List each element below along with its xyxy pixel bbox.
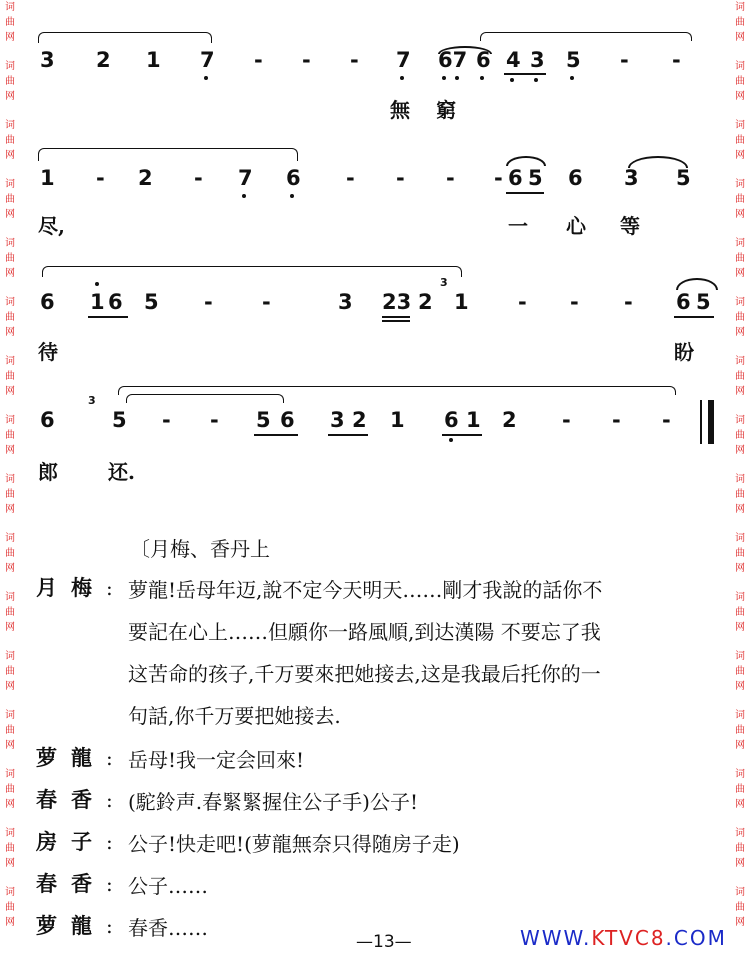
watermark-char: 曲 xyxy=(5,253,15,264)
watermark-glyph-group xyxy=(5,590,15,635)
watermark-char: 曲 xyxy=(735,489,745,500)
watermark-glyph-group xyxy=(5,0,15,45)
note: 2 xyxy=(138,166,153,190)
site-brand: KTVC8 xyxy=(591,926,666,950)
note: 7 xyxy=(238,166,253,190)
site-logo xyxy=(520,926,727,950)
watermark-char: 词 xyxy=(5,415,15,426)
watermark-char: 网 xyxy=(5,858,15,869)
note: 6 xyxy=(444,408,459,432)
phrase-slur xyxy=(42,266,462,277)
watermark-char: 网 xyxy=(735,327,745,338)
lyric: 郎 xyxy=(38,460,58,484)
watermark-char: 网 xyxy=(5,327,15,338)
watermark-char: 曲 xyxy=(5,371,15,382)
note: - xyxy=(446,166,455,190)
note: - xyxy=(570,290,579,314)
page-number: —13— xyxy=(356,932,412,952)
watermark-char: 词 xyxy=(735,651,745,662)
note: 6 xyxy=(568,166,583,190)
lyric: 窮 xyxy=(436,98,456,122)
watermark-glyph-group xyxy=(5,472,15,517)
watermark-char: 网 xyxy=(5,268,15,279)
dialogue-line: 岳母!我一定会回來! xyxy=(128,748,305,772)
watermark-char: 词 xyxy=(5,238,15,249)
watermark-char: 网 xyxy=(5,681,15,692)
watermark-glyph-group xyxy=(5,59,15,104)
note: 6 xyxy=(508,166,523,190)
watermark-char: 曲 xyxy=(5,607,15,618)
watermark-glyph-group xyxy=(5,177,15,222)
low-octave-dot xyxy=(570,76,574,80)
note: 5 xyxy=(566,48,581,72)
watermark-char: 网 xyxy=(735,799,745,810)
note: - xyxy=(624,290,633,314)
watermark-char: 曲 xyxy=(5,135,15,146)
dialogue-line: 公子…… xyxy=(128,874,208,898)
note: 1 xyxy=(146,48,161,72)
watermark-char: 词 xyxy=(735,179,745,190)
note: 3 xyxy=(40,48,55,72)
note: 6 xyxy=(40,290,55,314)
watermark-char: 词 xyxy=(5,533,15,544)
watermark-char: 曲 xyxy=(735,666,745,677)
watermark-char: 曲 xyxy=(5,194,15,205)
low-octave-dot xyxy=(442,76,446,80)
watermark-char: 曲 xyxy=(5,784,15,795)
watermark-char: 词 xyxy=(5,61,15,72)
watermark-char: 网 xyxy=(735,445,745,456)
dialogue-line: 这苦命的孩子,千万要來把她接去,这是我最后托你的一 xyxy=(128,662,601,686)
watermark-char: 网 xyxy=(5,622,15,633)
watermark-glyph-group xyxy=(735,767,745,812)
speaker-colon: : xyxy=(106,746,113,770)
grace-note: 3 xyxy=(440,276,448,289)
note: - xyxy=(262,290,271,314)
dialogue-line: 要記在心上……但願你一路風順,到达漢陽 不要忘了我 xyxy=(128,620,601,644)
note: 7 xyxy=(200,48,215,72)
phrase-slur xyxy=(38,32,212,43)
stage-direction: 〔月梅、香丹上 xyxy=(130,537,270,561)
note: - xyxy=(210,408,219,432)
note: 6 xyxy=(476,48,491,72)
watermark-glyph-group xyxy=(5,826,15,871)
watermark-glyph-group xyxy=(5,708,15,753)
lyric: 盼 xyxy=(674,340,694,364)
lyric: 一 xyxy=(508,214,528,238)
watermark-char: 曲 xyxy=(735,135,745,146)
watermark-char: 网 xyxy=(735,386,745,397)
watermark-char: 网 xyxy=(735,150,745,161)
speaker-name: 春香 xyxy=(36,787,106,812)
note: 2 xyxy=(352,408,367,432)
watermark-char: 词 xyxy=(735,120,745,131)
watermark-glyph-group xyxy=(735,531,745,576)
phrase-slur xyxy=(38,148,298,161)
watermark-char: 网 xyxy=(735,91,745,102)
watermark-glyph-group xyxy=(5,767,15,812)
watermark-char: 词 xyxy=(5,2,15,13)
note: 2 xyxy=(418,290,433,314)
note: 3 xyxy=(338,290,353,314)
dialogue-line: 公子!快走吧!(萝龍無奈只得随房子走) xyxy=(128,832,460,856)
note-underline xyxy=(382,316,410,318)
watermark-char: 网 xyxy=(735,268,745,279)
watermark-glyph-group xyxy=(735,118,745,163)
watermark-char: 词 xyxy=(735,61,745,72)
watermark-char: 词 xyxy=(735,238,745,249)
low-octave-dot xyxy=(242,194,246,198)
watermark-char: 曲 xyxy=(735,902,745,913)
note: 2 xyxy=(502,408,517,432)
watermark-char: 词 xyxy=(5,474,15,485)
note: 1 xyxy=(454,290,469,314)
watermark-char: 曲 xyxy=(735,725,745,736)
watermark-char: 词 xyxy=(5,710,15,721)
watermark-glyph-group xyxy=(5,413,15,458)
speaker-colon: : xyxy=(106,576,113,600)
note: 5 xyxy=(256,408,271,432)
speaker-colon: : xyxy=(106,914,113,938)
watermark-char: 曲 xyxy=(5,843,15,854)
watermark-char: 网 xyxy=(5,91,15,102)
low-octave-dot xyxy=(480,76,484,80)
low-octave-dot xyxy=(510,78,514,82)
speaker-colon: : xyxy=(106,872,113,896)
grace-note: 3 xyxy=(88,394,96,407)
lyric: 还. xyxy=(108,460,135,484)
watermark-char: 网 xyxy=(735,32,745,43)
low-octave-dot xyxy=(455,76,459,80)
watermark-char: 曲 xyxy=(5,17,15,28)
dialogue-line: (駝鈴声.春緊緊握住公子手)公子! xyxy=(128,790,418,814)
note: 6 xyxy=(108,290,123,314)
watermark-char: 曲 xyxy=(5,548,15,559)
high-octave-dot xyxy=(95,282,99,286)
watermark-glyph-group xyxy=(735,0,745,45)
watermark-char: 网 xyxy=(5,504,15,515)
watermark-glyph-group xyxy=(735,708,745,753)
note: - xyxy=(518,290,527,314)
watermark-left xyxy=(2,0,18,973)
note: 5 xyxy=(696,290,711,314)
watermark-char: 曲 xyxy=(735,843,745,854)
final-barline-thick xyxy=(708,400,714,444)
watermark-glyph-group xyxy=(735,236,745,281)
note: - xyxy=(96,166,105,190)
watermark-char: 词 xyxy=(5,651,15,662)
watermark-char: 词 xyxy=(5,769,15,780)
watermark-char: 词 xyxy=(735,592,745,603)
speaker-colon: : xyxy=(106,830,113,854)
lyric: 心 xyxy=(566,214,586,238)
watermark-char: 网 xyxy=(5,740,15,751)
dialogue-line: 春香…… xyxy=(128,916,208,940)
watermark-glyph-group xyxy=(735,472,745,517)
watermark-char: 词 xyxy=(735,769,745,780)
note-underline xyxy=(506,192,544,194)
watermark-char: 词 xyxy=(5,592,15,603)
note: 3 xyxy=(530,48,545,72)
watermark-char: 词 xyxy=(5,297,15,308)
watermark-char: 曲 xyxy=(735,548,745,559)
lyric: 無 xyxy=(390,98,410,122)
watermark-char: 网 xyxy=(735,504,745,515)
note-underline xyxy=(674,316,714,318)
speaker-name: 萝龍 xyxy=(36,745,106,770)
watermark-char: 网 xyxy=(735,740,745,751)
watermark-char: 曲 xyxy=(735,76,745,87)
note: 1 xyxy=(90,290,105,314)
note: - xyxy=(494,166,503,190)
final-barline-thin xyxy=(700,400,702,444)
note: - xyxy=(396,166,405,190)
watermark-char: 网 xyxy=(5,209,15,220)
watermark-char: 词 xyxy=(5,887,15,898)
note-underline xyxy=(382,320,410,322)
watermark-char: 曲 xyxy=(735,17,745,28)
watermark-glyph-group xyxy=(735,413,745,458)
watermark-char: 词 xyxy=(5,179,15,190)
site-prefix: WWW. xyxy=(520,926,592,950)
note: 5 xyxy=(112,408,127,432)
watermark-char: 网 xyxy=(735,563,745,574)
low-octave-dot xyxy=(534,78,538,82)
watermark-char: 词 xyxy=(735,297,745,308)
watermark-char: 词 xyxy=(735,415,745,426)
note-underline xyxy=(254,434,298,436)
note-underline xyxy=(88,316,128,318)
speaker-name: 春香 xyxy=(36,871,106,896)
speaker-colon: : xyxy=(106,788,113,812)
watermark-char: 网 xyxy=(5,386,15,397)
phrase-slur xyxy=(126,394,284,403)
watermark-char: 词 xyxy=(5,120,15,131)
watermark-char: 曲 xyxy=(735,430,745,441)
note: - xyxy=(350,48,359,72)
note: - xyxy=(302,48,311,72)
speaker-name: 房子 xyxy=(36,829,106,854)
low-octave-dot xyxy=(400,76,404,80)
note: - xyxy=(672,48,681,72)
note: 2 xyxy=(96,48,111,72)
lyric: 尽, xyxy=(38,214,65,238)
watermark-char: 网 xyxy=(735,681,745,692)
site-suffix: .COM xyxy=(665,926,727,950)
note: 23 xyxy=(382,290,412,314)
note: 1 xyxy=(40,166,55,190)
note: - xyxy=(620,48,629,72)
lyric: 待 xyxy=(38,340,58,364)
watermark-char: 网 xyxy=(5,445,15,456)
watermark-glyph-group xyxy=(735,649,745,694)
watermark-glyph-group xyxy=(5,118,15,163)
speaker-name: 月梅 xyxy=(36,575,106,600)
watermark-glyph-group xyxy=(5,649,15,694)
watermark-char: 词 xyxy=(735,828,745,839)
watermark-char: 词 xyxy=(5,356,15,367)
watermark-char: 曲 xyxy=(735,194,745,205)
dialogue-line: 萝龍!岳母年迈,說不定今天明天……剛才我說的話你不 xyxy=(128,578,603,602)
watermark-char: 网 xyxy=(735,917,745,928)
phrase-slur xyxy=(480,32,692,41)
watermark-glyph-group xyxy=(735,590,745,635)
watermark-char: 网 xyxy=(5,563,15,574)
speaker-name: 萝龍 xyxy=(36,913,106,938)
note: - xyxy=(162,408,171,432)
note: 3 xyxy=(624,166,639,190)
note-underline xyxy=(442,434,482,436)
watermark-glyph-group xyxy=(735,354,745,399)
note: - xyxy=(194,166,203,190)
note: 67 xyxy=(438,48,468,72)
watermark-char: 网 xyxy=(5,32,15,43)
watermark-char: 曲 xyxy=(5,666,15,677)
watermark-glyph-group xyxy=(5,354,15,399)
watermark-char: 曲 xyxy=(735,607,745,618)
watermark-char: 曲 xyxy=(735,784,745,795)
watermark-char: 曲 xyxy=(5,76,15,87)
watermark-glyph-group xyxy=(735,826,745,871)
tie-arc xyxy=(676,278,718,290)
watermark-char: 曲 xyxy=(5,725,15,736)
watermark-char: 网 xyxy=(735,209,745,220)
note: 1 xyxy=(466,408,481,432)
note: 5 xyxy=(676,166,691,190)
low-octave-dot xyxy=(204,76,208,80)
note: 5 xyxy=(144,290,159,314)
watermark-char: 词 xyxy=(735,887,745,898)
watermark-char: 词 xyxy=(735,2,745,13)
watermark-char: 曲 xyxy=(735,371,745,382)
low-octave-dot xyxy=(449,438,453,442)
note: 4 xyxy=(506,48,521,72)
watermark-glyph-group xyxy=(735,885,745,930)
watermark-glyph-group xyxy=(735,295,745,340)
note: - xyxy=(204,290,213,314)
note: - xyxy=(254,48,263,72)
watermark-char: 网 xyxy=(5,917,15,928)
watermark-right xyxy=(732,0,748,973)
note: - xyxy=(562,408,571,432)
watermark-char: 网 xyxy=(5,799,15,810)
lyric: 等 xyxy=(620,214,640,238)
note: - xyxy=(662,408,671,432)
note: - xyxy=(346,166,355,190)
note-underline xyxy=(504,73,546,75)
watermark-char: 词 xyxy=(5,828,15,839)
watermark-char: 词 xyxy=(735,533,745,544)
watermark-glyph-group xyxy=(5,531,15,576)
watermark-char: 词 xyxy=(735,356,745,367)
watermark-char: 曲 xyxy=(735,253,745,264)
note-underline xyxy=(328,434,368,436)
watermark-glyph-group xyxy=(5,236,15,281)
watermark-char: 曲 xyxy=(5,489,15,500)
watermark-char: 曲 xyxy=(5,430,15,441)
watermark-char: 网 xyxy=(735,622,745,633)
note: - xyxy=(612,408,621,432)
watermark-glyph-group xyxy=(735,177,745,222)
note: 1 xyxy=(390,408,405,432)
watermark-glyph-group xyxy=(5,295,15,340)
watermark-glyph-group xyxy=(5,885,15,930)
low-octave-dot xyxy=(290,194,294,198)
watermark-char: 词 xyxy=(735,474,745,485)
note: 6 xyxy=(676,290,691,314)
dialogue-line: 句話,你千万要把她接去. xyxy=(128,704,341,728)
watermark-char: 网 xyxy=(5,150,15,161)
note: 3 xyxy=(330,408,345,432)
watermark-char: 词 xyxy=(735,710,745,721)
watermark-char: 曲 xyxy=(735,312,745,323)
watermark-glyph-group xyxy=(735,59,745,104)
note: 6 xyxy=(286,166,301,190)
note: 7 xyxy=(396,48,411,72)
note: 6 xyxy=(40,408,55,432)
note: 6 xyxy=(280,408,295,432)
watermark-char: 曲 xyxy=(5,902,15,913)
watermark-char: 网 xyxy=(735,858,745,869)
note: 5 xyxy=(528,166,543,190)
tie-arc xyxy=(506,156,546,166)
watermark-char: 曲 xyxy=(5,312,15,323)
